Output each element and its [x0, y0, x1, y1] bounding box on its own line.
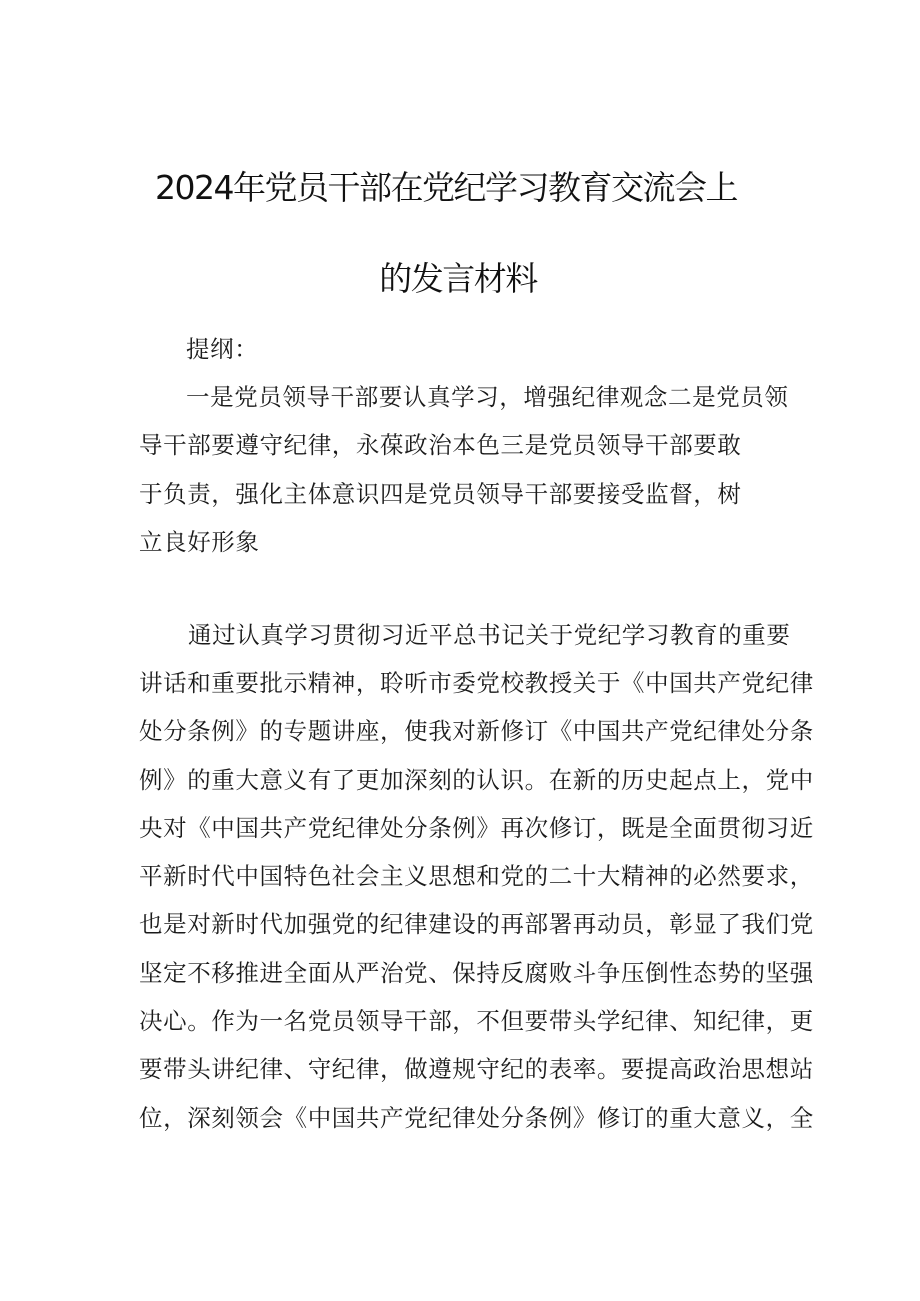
body-paragraph-line: 决心。作为一名党员领导干部，不但要带头学纪律、知纪律，更	[139, 1007, 814, 1035]
body-paragraph-line: 位，深刻领会《中国共产党纪律处分条例》修订的重大意义，全	[139, 1104, 814, 1132]
body-paragraph-line: 通过认真学习贯彻习近平总书记关于党纪学习教育的重要	[188, 621, 791, 649]
outline-line: 立良好形象	[139, 528, 260, 556]
body-paragraph-line: 讲话和重要批示精神，聆听市委党校教授关于《中国共产党纪律	[139, 669, 814, 697]
body-paragraph-line: 要带头讲纪律、守纪律，做遵规守纪的表率。要提高政治思想站	[139, 1055, 814, 1083]
body-paragraph-line: 坚定不移推进全面从严治党、保持反腐败斗争压倒性态势的坚强	[139, 959, 814, 987]
body-paragraph-line: 央对《中国共产党纪律处分条例》再次修订，既是全面贯彻习近	[139, 814, 814, 842]
body-paragraph-line: 例》的重大意义有了更加深刻的认识。在新的历史起点上，党中	[139, 766, 814, 794]
outline-line: 导干部要遵守纪律，永葆政治本色三是党员领导干部要敢	[139, 431, 742, 459]
body-paragraph-line: 平新时代中国特色社会主义思想和党的二十大精神的必然要求，	[139, 862, 814, 890]
outline-line: 一是党员领导干部要认真学习，增强纪律观念二是党员领	[186, 383, 789, 411]
body-paragraph-line: 处分条例》的专题讲座，使我对新修订《中国共产党纪律处分条	[139, 717, 814, 745]
document-title-line-2: 的发言材料	[379, 259, 537, 298]
document-title-line-1: 2024年党员干部在党纪学习教育交流会上	[155, 168, 737, 207]
body-paragraph-line: 也是对新时代加强党的纪律建设的再部署再动员，彰显了我们党	[139, 910, 814, 938]
outline-line: 于负责，强化主体意识四是党员领导干部要接受监督，树	[139, 480, 742, 508]
outline-label: 提纲：	[186, 335, 259, 363]
